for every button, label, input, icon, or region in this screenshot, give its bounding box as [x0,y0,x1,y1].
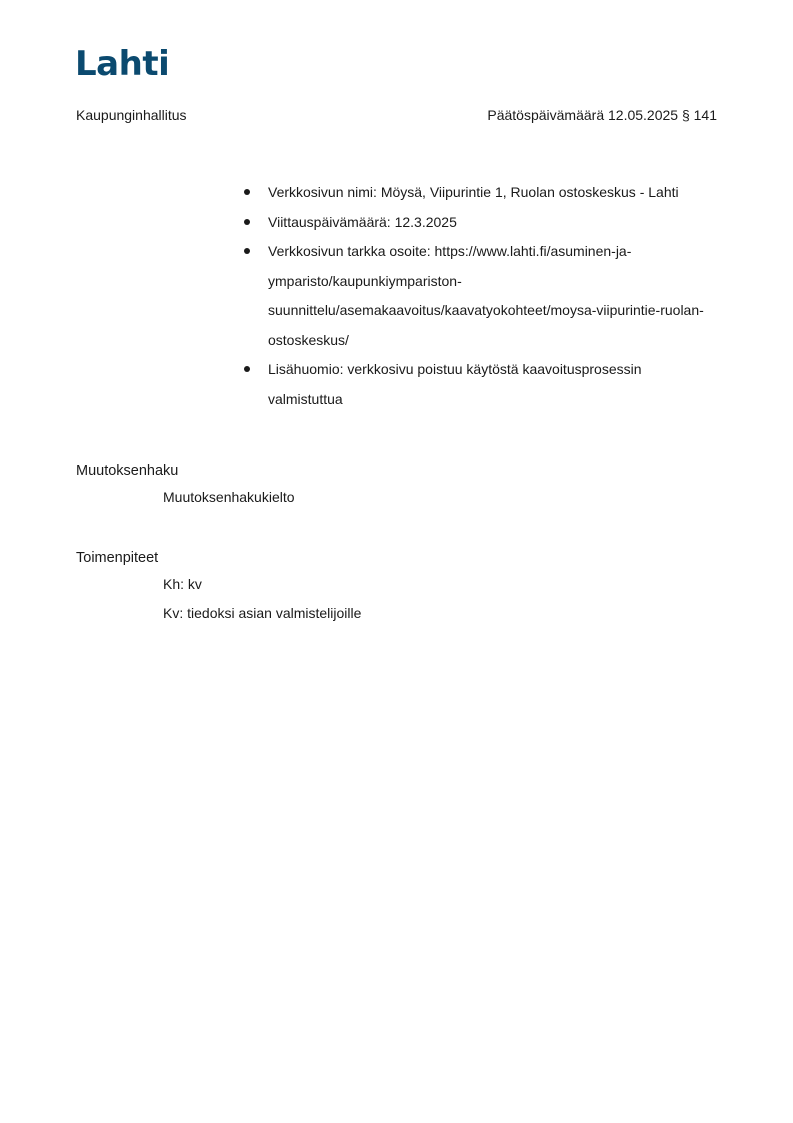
actions-heading: Toimenpiteet [76,550,159,566]
reference-item-page-name: Verkkosivun nimi: Möysä, Viipurintie 1, Ruolan ostoskeskus - Lahti [243,178,713,208]
appeal-heading: Muutoksenhaku [76,463,179,479]
action-line-kv: Kv: tiedoksi asian valmistelijoille [163,605,362,621]
reference-list [243,178,713,414]
lahti-logo: Lahti [75,44,170,84]
action-line-kh: Kh: kv [163,576,202,592]
decision-body: Kaupunginhallitus [76,107,187,123]
appeal-text: Muutoksenhakukielto [163,489,295,505]
reference-item-page-url: Verkkosivun tarkka osoite: https://www.lahti.fi/asuminen-ja-ymparisto/kaupunkiympariston-suunnittelu/asemakaavoitus/kaavatyokohteet/moysa-viipurintie-ruolan-ostoskeskus/ [243,237,713,355]
reference-item-reference-date: Viittauspäivämäärä: 12.3.2025 [243,208,713,238]
reference-item-note: Lisähuomio: verkkosivu poistuu käytöstä kaavoitusprosessin valmistuttua [243,355,713,414]
decision-date-and-section: Päätöspäivämäärä 12.05.2025 § 141 [487,107,717,123]
